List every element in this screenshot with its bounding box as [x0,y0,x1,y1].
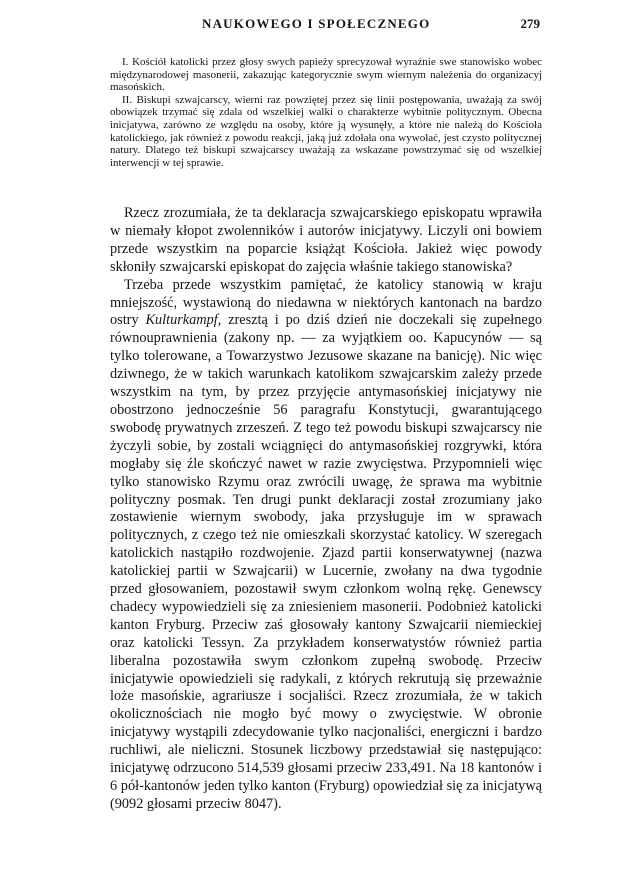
point-text: Biskupi szwajcarscy, wierni raz powziętej przez się linii postępowania, uważają za swój obowiązek trzymać się zdala od wszelkiej walki o charakterze wybitnie politycznym. Obecna inicjatywa, zarówno ze względu na osoby, które ją wysunęły, a które nie należą do Kościoła katolickiego, jak również z powodu reakcji, jaką już zdołała ona wywołać, jest czysto politycznej natury. Dlatego też biskupi szwajcarscy uważają za wskazane powstrzymać się od wszelkiej interwencji w tej sprawie. [110,93,542,169]
page-number: 279 [520,16,540,31]
kulturkampf-term: Kulturkampf, [145,312,222,329]
point-text: Kościół katolicki przez głosy swych papieży sprecyzował wyraźnie swe stanowisko wobec międzynarodowej masonerii, zakazując kategorycznie swym wiernym należenia do organizacyj masońskich. [110,56,543,94]
page-header [112,16,540,36]
declaration-point-2 [110,94,542,170]
main-text [110,205,542,814]
paragraph-2-start: Trzeba przede wszystkim pamiętać, że katolicy stanowią w kraju mniejszość, wystawioną do niedawna w niektórych kantonach na bardzo ostry [110,276,542,329]
paragraph-1: Rzecz zrozumiała, że ta deklaracja szwajcarskiego episkopatu wprawiła w niemały kłopot zwolenników i autorów inicjatywy. Liczyli oni bowiem przede wszystkim na poparcie książąt Kościoła. Jakież więc powody skłoniły szwajcarski episkopat do zajęcia właśnie takiego stanowiska? [110,205,542,275]
declaration-point-1 [110,56,542,94]
point-number: I. [122,56,129,68]
paragraph-2-rest: zresztą i po dziś dzień nie doczekali się zupełnego równouprawnienia (zakony np. — za wyjątkiem oo. Kapucynów — są tylko tolerowane, a Towarzystwo Jezusowe skazane na banicję). Nic więc dziwnego, że w takich warunkach katolikom szwajcarskim zależy przede wszystkim na tym, by przez przyjęcie antymasońskiej inicjatywy nie obostrzono jednocześnie 56 paragrafu Konstytucji, gwarantującego swobodę prywatnych zrzeszeń. Z tego też powodu biskupi szwajcarscy nie życzyli sobie, by zostali wciągnięci do antymasońskiej rozgrywki, która mogłaby się źle skończyć nawet w razie zwycięstwa. Przypomnieli więc tylko stanowisko Rzymu oraz zwrócili uwagę, że sprawa ma wybitnie polityczny posmak. Ten drugi punkt deklaracji został zrozumiany jako zostawienie wiernym swobody, jaka przysługuje im w sprawach politycznych, z czego też nie omieszkali skorzystać katolicy. W szeregach katolickich nastąpiło rozdwojenie. Zjazd partii konserwatywnej (nazwa katolickiej partii w Szwajcarii) w Lucernie, zwołany na dwa tygodnie przed głosowaniem, pozostawił swym członkom wolną rękę. Genewscy chadecy wypowiedzieli się za zniesieniem masonerii. Podobnież katolicki kanton Fryburg. Przeciw zaś głosowały kantony Szwajcarii niemieckiej oraz katolicki Tessyn. Za przykładem konserwatystów również partia liberalna pozostawiła swym członkom zupełną swobodę. Przeciw inicjatywie opowiedzieli się radykali, z których rekrutują się przeważnie loże masońskie, agrariusze i socjaliści. Rzecz zrozumiała, że w takich okolicznościach nie mogło być mowy o zwycięstwie. W obronie inicjatywy wystąpili zdecydowanie tylko nacjonaliści, energiczni i bardzo ruchliwi, ale nieliczni. Stosunek liczbowy przedstawiał się następująco: inicjatywę odrzucono 514,539 głosami przeciw 233,491. Na 18 kantonów i 6 pół-kantonów jeden tylko kanton (Fryburg) opowiedział się za inicjatywą (9092 głosami przeciw 8047). [110,312,542,812]
point-number: II. [122,93,133,106]
paragraph-2 [110,277,542,814]
quoted-declaration [110,56,542,169]
running-title: NAUKOWEGO I SPOŁECZNEGO [202,16,431,31]
